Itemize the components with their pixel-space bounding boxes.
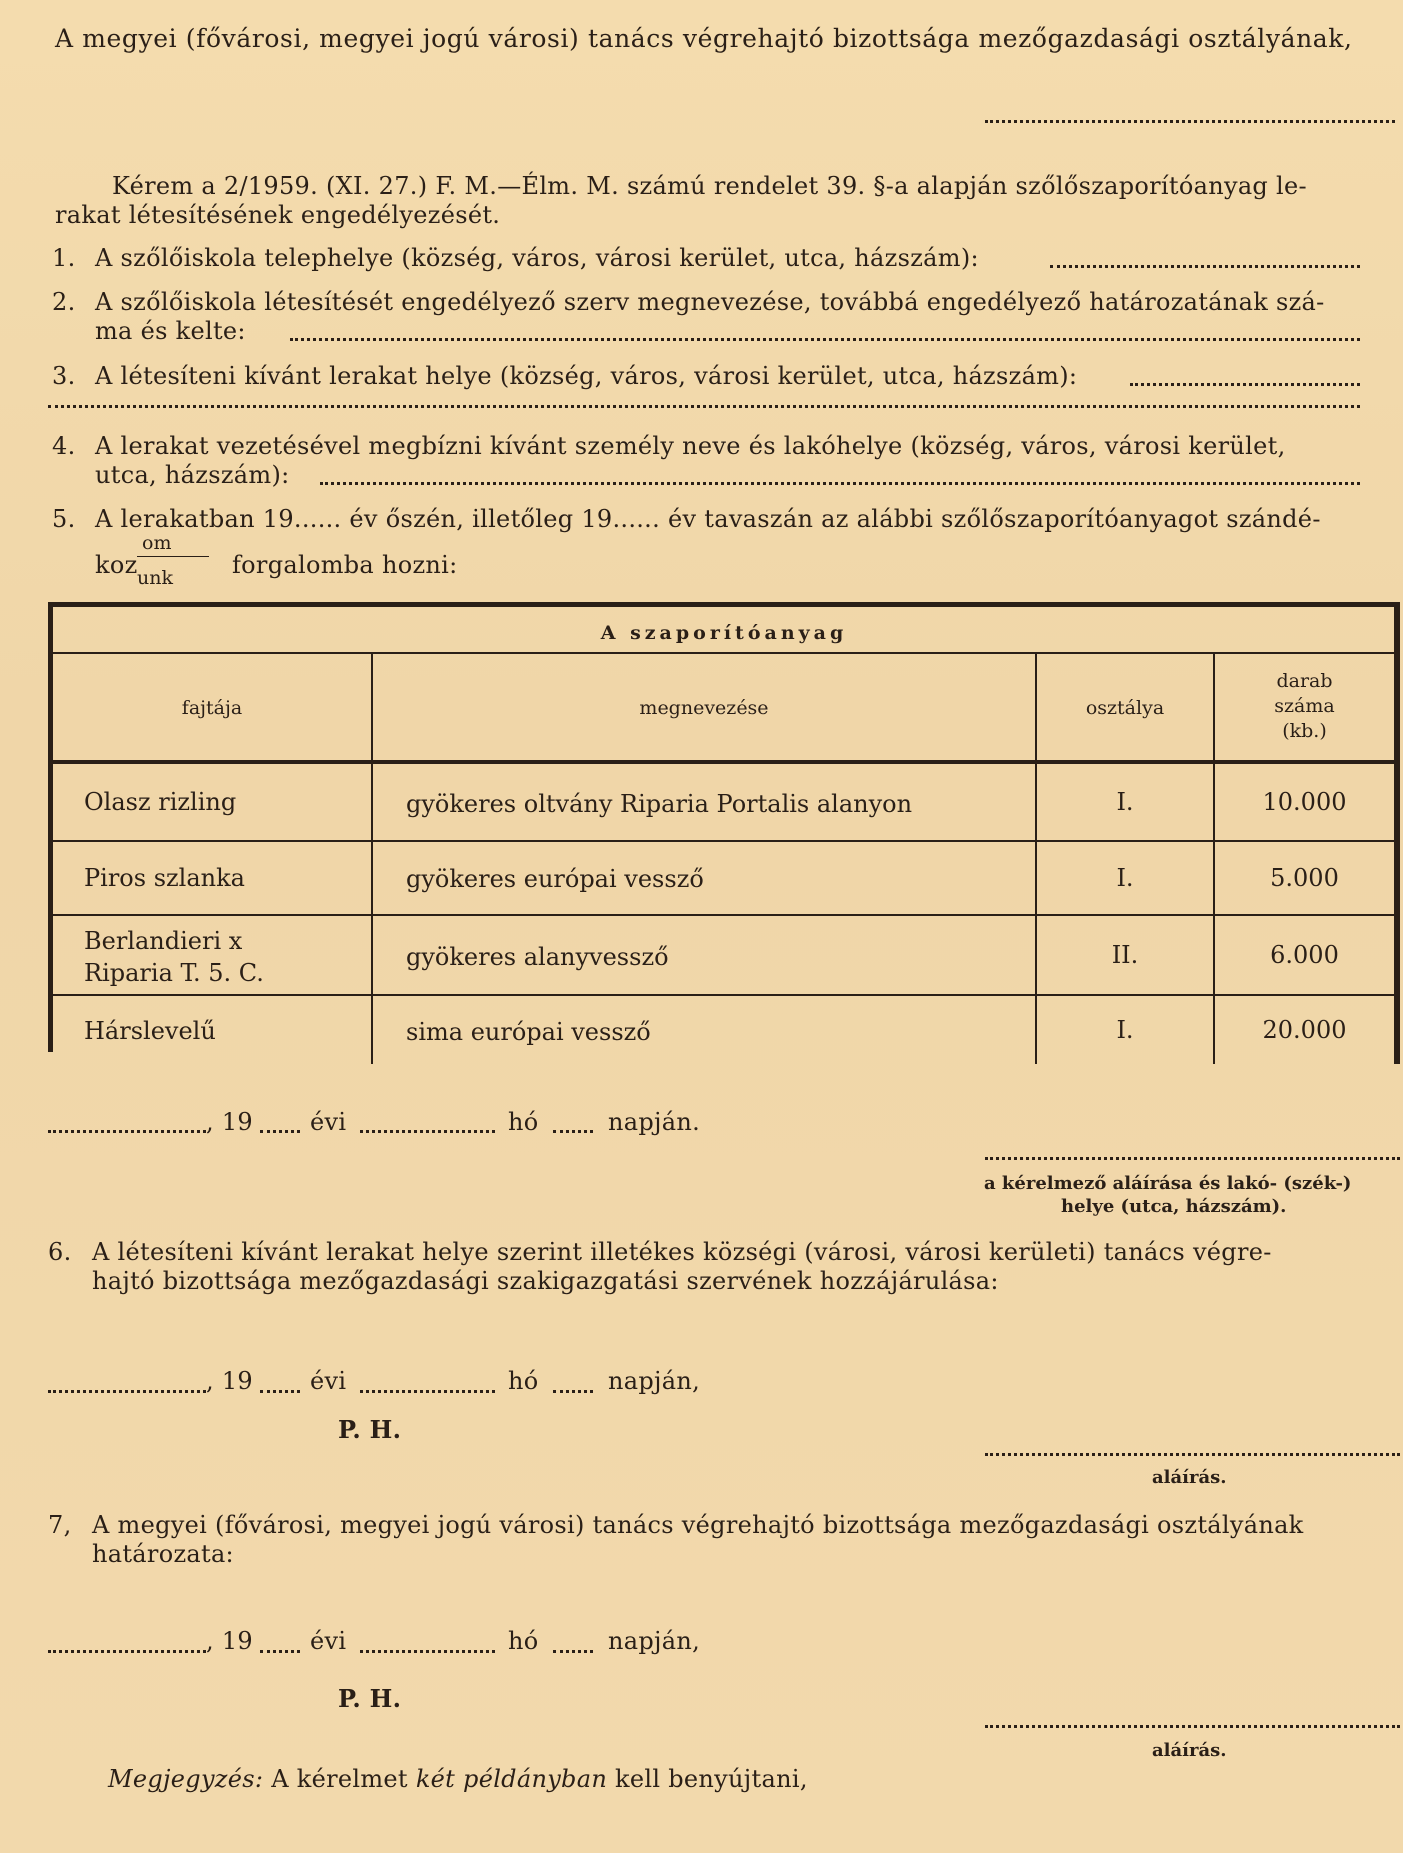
item-5-om: om	[142, 532, 172, 554]
item-7-stamp-label: P. H.	[338, 1684, 402, 1713]
note-label: Megjegyzés:	[108, 1765, 264, 1793]
item-2-fill-line	[290, 338, 1360, 341]
col-header-darab-3: (kb.)	[1282, 720, 1327, 742]
signature-2-label: aláírás.	[1152, 1467, 1227, 1488]
item-7-number: 7,	[48, 1511, 72, 1539]
date-2-year-prefix: , 19	[206, 1367, 253, 1395]
col-header-darab-1: darab	[1276, 670, 1333, 692]
row-4-darab: 20.000	[1262, 1016, 1347, 1044]
item-6-number: 6.	[48, 1238, 72, 1266]
row-3-darab: 6.000	[1270, 941, 1339, 969]
item-5-number: 5.	[52, 505, 76, 533]
date-3-evi: évi	[310, 1627, 347, 1655]
item-5-unk: unk	[137, 567, 173, 589]
item-3-fill-line	[1130, 383, 1360, 386]
item-4-text-2: utca, házszám):	[95, 461, 290, 489]
signature-2-line	[985, 1453, 1400, 1456]
item-3-fill-line-2	[48, 405, 1360, 408]
signature-3-line	[985, 1725, 1400, 1728]
table-group-divider	[53, 652, 1395, 654]
item-2-text-1: A szőlőiskola létesítését engedélyező szerv megnevezése, továbbá engedélyező határozatának szá-	[95, 288, 1325, 316]
table-row-divider-1	[53, 840, 1395, 842]
date-1-napjan: napján.	[608, 1108, 701, 1136]
row-2-megnevezes: gyökeres európai vessző	[406, 865, 704, 893]
item-1-number: 1.	[52, 244, 76, 272]
row-4-megnevezes: sima európai vessző	[406, 1018, 651, 1046]
date-1-day-fill	[553, 1130, 593, 1133]
row-3-osztaly: II.	[1111, 941, 1139, 969]
row-3-megnevezes: gyökeres alanyvessző	[406, 943, 669, 971]
col-header-megnevezese: megnevezése	[639, 697, 769, 719]
signature-3-label: aláírás.	[1152, 1740, 1227, 1761]
item-4-text-1: A lerakat vezetésével megbízni kívánt személy neve és lakóhelye (község, város, városi kerület,	[95, 432, 1286, 460]
item-5-text-2: forgalomba hozni:	[232, 551, 458, 579]
item-5-text-1: A lerakatban 19...... év őszén, illetőleg 19...... év tavaszán az alábbi szőlőszaporítóanyagot szándé-	[95, 505, 1321, 533]
row-4-fajta: Hárslevelű	[84, 1017, 216, 1045]
row-2-darab: 5.000	[1270, 864, 1339, 892]
item-7-text-2: határozata:	[92, 1540, 234, 1568]
table-top-border	[48, 602, 1400, 607]
date-2-month-fill	[360, 1390, 495, 1393]
date-3-year-fill	[260, 1650, 300, 1653]
date-2-day-fill	[553, 1390, 593, 1393]
item-3-number: 3.	[52, 362, 76, 390]
row-4-osztaly: I.	[1116, 1016, 1134, 1044]
row-2-osztaly: I.	[1116, 864, 1134, 892]
date-3-napjan: napján,	[608, 1627, 701, 1655]
note-text-1: A kérelmet	[271, 1765, 408, 1793]
signature-1-line	[985, 1157, 1400, 1160]
intro-line-2: rakat létesítésének engedélyezését.	[55, 201, 501, 229]
item-4-fill-line	[320, 482, 1360, 485]
date-2-napjan: napján,	[608, 1367, 701, 1395]
note-emphasis: két példányban	[415, 1765, 608, 1793]
table-row-divider-2	[53, 914, 1395, 916]
propagation-material-table	[48, 602, 1400, 1064]
item-5-koz: koz	[95, 551, 138, 579]
item-2-text-2: ma és kelte:	[95, 317, 246, 345]
item-6-text-2: hajtó bizottsága mezőgazdasági szakigazgatási szervének hozzájárulása:	[92, 1267, 999, 1295]
date-1-month-fill	[360, 1130, 495, 1133]
item-6-stamp-label: P. H.	[338, 1415, 402, 1444]
date-2-ho: hó	[508, 1367, 539, 1395]
date-2-year-fill	[260, 1390, 300, 1393]
table-row-divider-3	[53, 994, 1395, 996]
date-1-year-fill	[260, 1130, 300, 1133]
note-text-2: kell benyújtani,	[615, 1765, 808, 1793]
date-1-place-fill	[48, 1130, 206, 1133]
table-group-header: A szaporítóanyag	[600, 622, 848, 644]
form-header-title: A megyei (fővárosi, megyei jogú városi) tanács végrehajtó bizottsága mezőgazdasági osztályának,	[55, 24, 1353, 53]
col-header-fajtaja: fajtája	[181, 697, 243, 719]
date-2-evi: évi	[310, 1367, 347, 1395]
date-1-evi: évi	[310, 1108, 347, 1136]
signature-1-label-2: helye (utca, házszám).	[1061, 1196, 1287, 1217]
item-7-text-1: A megyei (fővárosi, megyei jogú városi) tanács végrehajtó bizottsága mezőgazdasági osztályának	[92, 1511, 1304, 1539]
date-3-place-fill	[48, 1650, 206, 1653]
header-fill-line	[985, 120, 1395, 123]
table-left-border	[48, 602, 53, 1052]
col-header-osztalya: osztálya	[1085, 697, 1165, 719]
signature-1-label-1: a kérelmező aláírása és lakó- (szék-)	[984, 1173, 1352, 1194]
date-3-day-fill	[553, 1650, 593, 1653]
row-1-megnevezes: gyökeres oltvány Riparia Portalis alanyon	[406, 790, 913, 818]
item-2-number: 2.	[52, 288, 76, 316]
col-header-darab-2: száma	[1274, 695, 1335, 717]
item-6-text-1: A létesíteni kívánt lerakat helye szerint illetékes községi (városi, városi kerületi) tanács végre-	[92, 1238, 1272, 1266]
row-1-darab: 10.000	[1262, 788, 1347, 816]
date-3-year-prefix: , 19	[206, 1627, 253, 1655]
item-1-text: A szőlőiskola telephelye (község, város, városi kerület, utca, házszám):	[95, 244, 979, 272]
row-1-osztaly: I.	[1116, 788, 1134, 816]
item-4-number: 4.	[52, 432, 76, 460]
date-3-month-fill	[360, 1650, 495, 1653]
item-5-fraction-line	[137, 556, 209, 557]
row-3-fajta-2: Riparia T. 5. C.	[84, 959, 264, 987]
date-1-ho: hó	[508, 1108, 539, 1136]
item-3-text: A létesíteni kívánt lerakat helye (község, város, városi kerület, utca, házszám):	[95, 362, 1078, 390]
note-line	[108, 1765, 808, 1793]
table-header-divider	[53, 760, 1395, 764]
item-1-fill-line	[1050, 265, 1360, 268]
row-3-fajta-1: Berlandieri x	[84, 927, 243, 955]
intro-line-1: Kérem a 2/1959. (XI. 27.) F. M.—Élm. M. számú rendelet 39. §-a alapján szőlőszaporítóanyag le-	[112, 172, 1307, 200]
date-1-year-prefix: , 19	[206, 1108, 253, 1136]
date-2-place-fill	[48, 1390, 206, 1393]
date-3-ho: hó	[508, 1627, 539, 1655]
row-2-fajta: Piros szlanka	[84, 864, 245, 892]
row-1-fajta: Olasz rizling	[84, 788, 237, 816]
